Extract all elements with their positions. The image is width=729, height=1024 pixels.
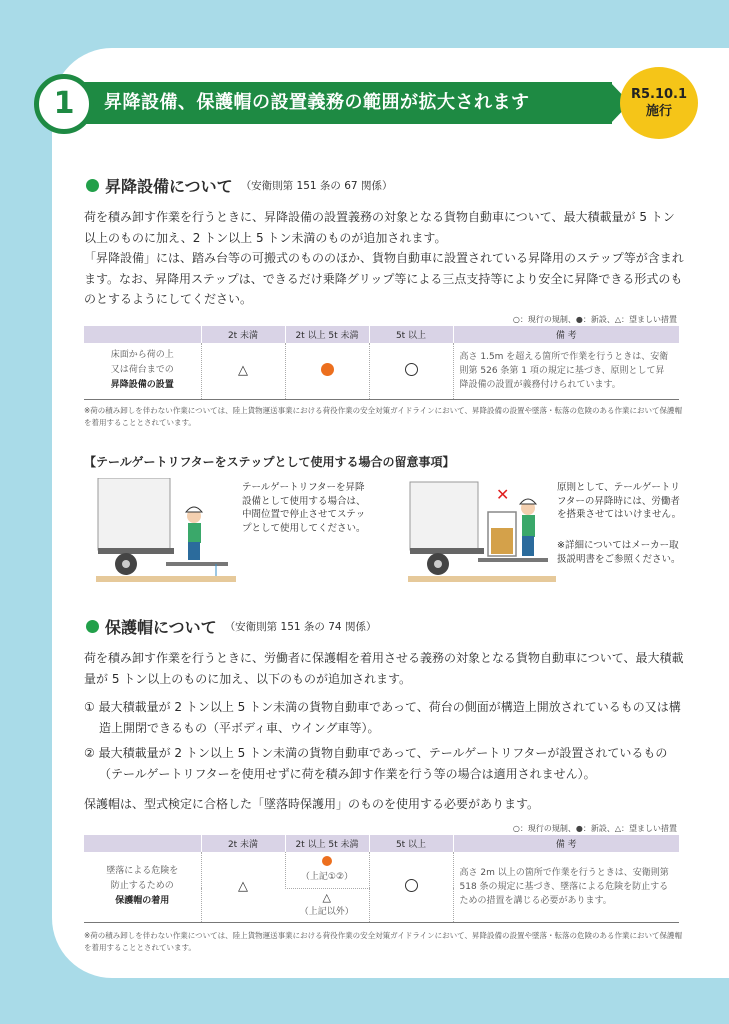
row-label-line: 床面から荷の上 <box>110 350 174 361</box>
cell-caption: （上記①②） <box>300 871 354 882</box>
bullet-dot-icon <box>86 620 99 633</box>
table-header: 2t 未満 <box>201 835 285 852</box>
row-label <box>84 343 201 399</box>
orange-dot-icon <box>321 363 334 376</box>
cell-2t-5t-covered <box>285 852 369 888</box>
tailgate-no-ride-illustration <box>408 478 556 586</box>
cell-2t-5t <box>285 343 369 399</box>
table-header: 5t 以上 <box>369 326 453 343</box>
footnote: ※荷の積み卸しを伴わない作業については、陸上貨物運送事業における荷役作業の安全対策ガイドラインにおいて、昇降設備の設置や墜落・転落の危険のある作業において保護帽を着用することとされています。 <box>84 931 683 952</box>
section-heading-lift <box>86 174 392 196</box>
tailgate-step-illustration <box>96 478 236 586</box>
table-header-row <box>84 326 679 343</box>
page-title: 昇降設備、保護帽の設置義務の範囲が拡大されます <box>104 92 530 113</box>
paragraph: 保護帽は、型式検定に合格した「墜落時保護用」のものを使用する必要があります。 <box>84 797 540 811</box>
circle-icon <box>405 363 418 376</box>
lift-table <box>84 326 679 400</box>
cell-over-5t <box>369 343 453 399</box>
cell-caption: （上記以外） <box>299 907 354 917</box>
svg-text:✕: ✕ <box>496 485 510 504</box>
table-header: 2t 未満 <box>201 326 285 343</box>
effective-date: R5.10.1 <box>630 87 688 102</box>
orange-dot-icon <box>322 856 332 866</box>
cell-2t-5t-other <box>285 888 369 922</box>
table-row <box>84 852 679 888</box>
footnote: ※荷の積み卸しを伴わない作業については、陸上貨物運送事業における荷役作業の安全対策ガイドラインにおいて、昇降設備の設置や墜落・転落の危険のある作業において保護帽を着用することとされています。 <box>84 406 683 427</box>
triangle-icon: △ <box>322 891 331 904</box>
list-item: ① 最大積載量が 2 トン以上 5 トン未満の貨物自動車であって、荷台の側面が構造上開放されているもの又は構造上開閉できるもの（平ボディ車、ウイング車等）。 <box>84 700 681 735</box>
effective-date-badge <box>620 67 698 139</box>
row-label-line: 墜落による危険を <box>106 866 179 877</box>
triangle-icon: △ <box>238 879 248 895</box>
list-item: ② 最大積載量が 2 トン以上 5 トン未満の貨物自動車であって、テールゲートリフターが設置されているもの（テールゲートリフターを使用せずに荷を積み卸す作業を行う等の場合は適用されません）。 <box>84 746 668 781</box>
table-header: 備 考 <box>453 326 679 343</box>
bullet-dot-icon <box>86 179 99 192</box>
table-header: 5t 以上 <box>369 835 453 852</box>
row-label-line: 又は荷台までの <box>110 365 174 376</box>
circle-icon <box>405 879 418 892</box>
cell-under-2t <box>201 852 285 922</box>
paragraph: 荷を積み卸す作業を行うときに、昇降設備の設置義務の対象となる貨物自動車について、最大積載量が 5 トン以上のものに加え、2 トン以上 5 トン未満のものが追加されます。 <box>84 210 675 245</box>
table-header: 備 考 <box>453 835 679 852</box>
row-label-bold: 昇降設備の設置 <box>110 380 174 391</box>
row-label <box>84 852 201 922</box>
table-legend: ○：現行の規制、●：新設、△：望ましい措置 <box>512 824 677 833</box>
table-header: 2t 以上 5t 未満 <box>285 835 369 852</box>
table-header-row <box>84 835 679 852</box>
table-header: 2t 以上 5t 未満 <box>285 326 369 343</box>
cell-over-5t <box>369 852 453 922</box>
section-reference: （安衛則第 151 条の 74 関係） <box>224 621 377 633</box>
table-header <box>84 835 201 852</box>
paragraph: 荷を積み卸す作業を行うときに、労働者に保護帽を着用させる義務の対象となる貨物自動車について、最大積載量が 5 トン以上のものに加え、以下のものが追加されます。 <box>84 651 684 686</box>
tailgate-left-text: テールゲートリフターを昇降設備として使用する場合は、中間位置で停止させてステップとして使用してください。 <box>242 482 366 534</box>
paragraph: 「昇降設備」には、踏み台等の可搬式のもののほか、貨物自動車に設置されている昇降用のステップ等が含まれます。なお、昇降用ステップは、できるだけ乗降グリップ等による三点支持等により安全に昇降できる形式のものとするようにしてください。 <box>84 251 684 306</box>
note-cell: 高さ 1.5m を超える箇所で作業を行うときは、安衛則第 526 条第 1 項の規定に基づき、原則として昇降設備の設置が義務付けられています。 <box>453 343 679 399</box>
section-reference: （安衛則第 151 条の 67 関係） <box>240 180 393 192</box>
row-label-bold: 保護帽の着用 <box>115 896 170 907</box>
effective-label: 施行 <box>645 104 672 119</box>
triangle-icon: △ <box>238 363 248 379</box>
tailgate-heading: 【テールゲートリフターをステップとして使用する場合の留意事項】 <box>84 455 455 469</box>
section-heading-helmet <box>86 615 376 637</box>
section-number-badge: 1 <box>34 74 94 134</box>
section-title: 保護帽について <box>105 618 217 637</box>
row-label-line: 防止するための <box>110 881 174 892</box>
table-row <box>84 343 679 399</box>
tailgate-right-text: 原則として、テールゲートリフターの昇降時には、労働者を搭乗させてはいけません。 <box>557 482 682 520</box>
helmet-table <box>84 835 679 923</box>
table-header <box>84 326 201 343</box>
cell-under-2t <box>201 343 285 399</box>
note-cell: 高さ 2m 以上の箇所で作業を行うときは、安衛則第 518 条の規定に基づき、墜落による危険を防止するための措置を講じる必要があります。 <box>453 852 679 922</box>
table-legend: ○：現行の規制、●：新設、△：望ましい措置 <box>512 315 677 324</box>
tailgate-right-note: ※詳細についてはメーカー取扱説明書をご参照ください。 <box>557 540 681 565</box>
section-title: 昇降設備について <box>105 177 233 196</box>
